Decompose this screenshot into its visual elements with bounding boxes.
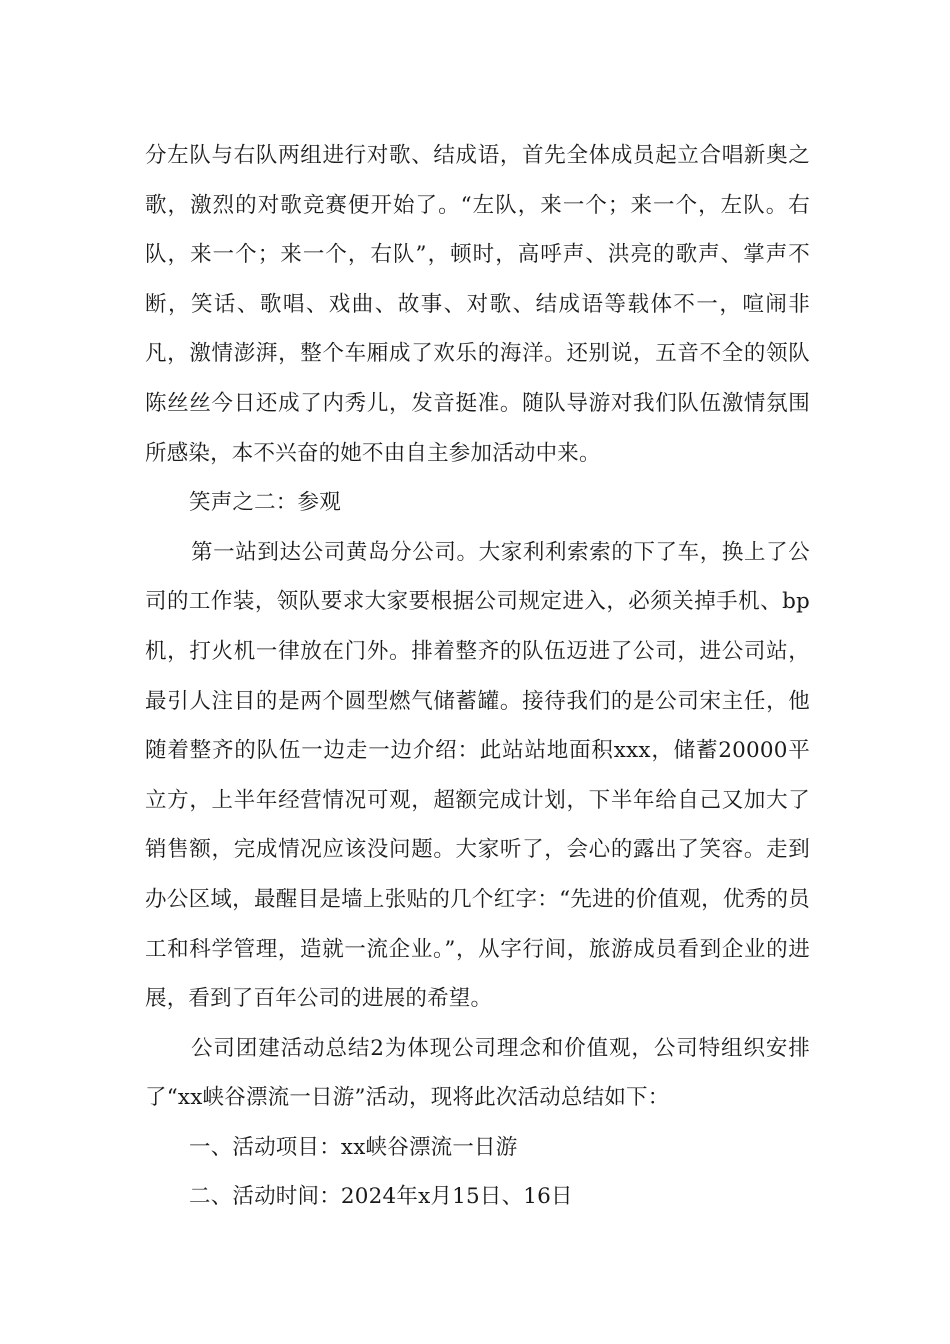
list-item-activity-time: 二、活动时间：2024年x月15日、16日 [189,1184,573,1210]
paragraph-visit-huangdao: 第一站到达公司黄岛分公司。大家利利索索的下了车，换上了公司的工作装，领队要求大家要根据公司规定进入，必须关掉手机、bp机，打火机一律放在门外。排着整齐的队伍迈进了公司，进公司站，最引人注目的是两个圆型燃气储蓄罐。接待我们的是公司宋主任，他随着整齐的队伍一边走一边介绍：此站站地面积xxx，储蓄20000平立方，上半年经营情况可观，超额完成计划，下半年给自己又加大了销售额，完成情况应该没问题。大家听了，会心的露出了笑容。走到办公区域，最醒目是墙上张贴的几个红字：“先进的价值观，优秀的员工和科学管理，造就一流企业。”，从字行间，旅游成员看到企业的进展，看到了百年公司的进展的希望。 [145,539,810,1012]
document-body [145,131,810,1222]
paragraph-singing-contest: 分左队与右队两组进行对歌、结成语，首先全体成员起立合唱新奥之歌，激烈的对歌竞赛便开始了。“左队，来一个；来一个，左队。右队，来一个；来一个，右队”，顿时，高呼声、洪亮的歌声、掌声不断，笑话、歌唱、戏曲、故事、对歌、结成语等载体不一，喧闹非凡，激情澎湃，整个车厢成了欢乐的海洋。还别说，五音不全的领队陈丝丝今日还成了内秀儿，发音挺准。随队导游对我们队伍激情氛围所感染，本不兴奋的她不由自主参加活动中来。 [145,143,810,466]
list-item-activity-project: 一、活动项目：xx峡谷漂流一日游 [189,1134,518,1160]
paragraph-summary-intro: 公司团建活动总结2为体现公司理念和价值观，公司特组织安排了“xx峡谷漂流一日游”活动，现将此次活动总结如下： [145,1035,810,1111]
section-heading-visit: 笑声之二：参观 [189,490,341,516]
